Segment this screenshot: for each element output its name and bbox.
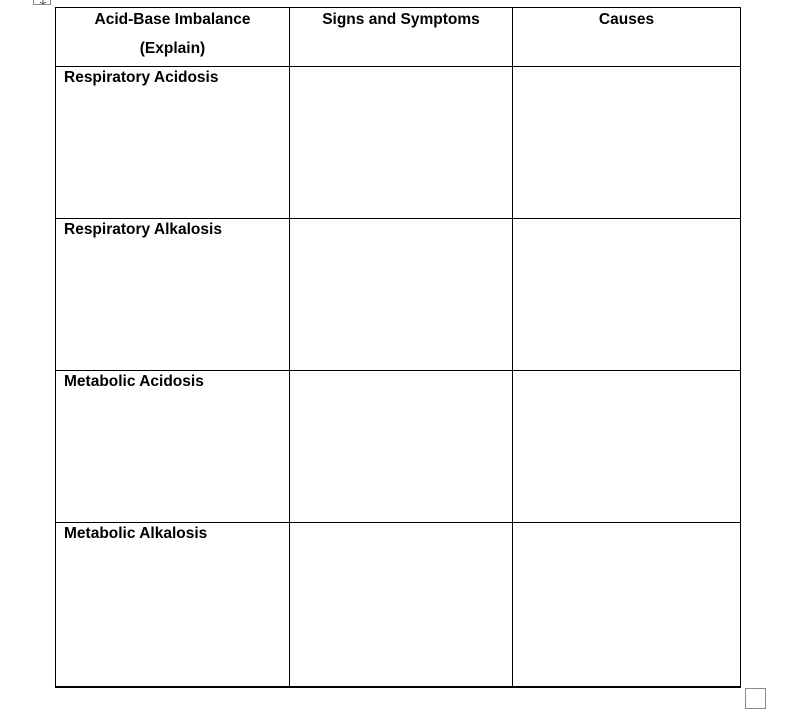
- imbalance-cell[interactable]: [56, 523, 290, 688]
- acid-base-table-container: [55, 7, 741, 688]
- header-cell-causes[interactable]: [513, 8, 741, 67]
- table-move-handle[interactable]: [33, 0, 51, 5]
- header-signs-label: Signs and Symptoms: [322, 11, 480, 28]
- imbalance-label: Respiratory Alkalosis: [64, 221, 222, 238]
- signs-cell[interactable]: [290, 523, 513, 688]
- imbalance-cell[interactable]: [56, 67, 290, 219]
- signs-cell[interactable]: [290, 219, 513, 371]
- imbalance-cell[interactable]: [56, 371, 290, 523]
- header-causes-label: Causes: [598, 11, 655, 28]
- table-row: [56, 523, 741, 688]
- header-explain-label: (Explain): [139, 40, 206, 57]
- table-row: [56, 219, 741, 371]
- causes-cell[interactable]: [513, 523, 741, 688]
- table-resize-handle[interactable]: [745, 688, 766, 709]
- signs-cell[interactable]: [290, 67, 513, 219]
- imbalance-label: Metabolic Acidosis: [64, 373, 204, 390]
- header-cell-imbalance[interactable]: [56, 8, 290, 67]
- causes-cell[interactable]: [513, 219, 741, 371]
- header-cell-signs[interactable]: [290, 8, 513, 67]
- table-row: [56, 371, 741, 523]
- acid-base-table: [55, 7, 741, 688]
- causes-cell[interactable]: [513, 371, 741, 523]
- causes-cell[interactable]: [513, 67, 741, 219]
- imbalance-label: Metabolic Alkalosis: [64, 525, 208, 542]
- header-imbalance-label: Acid-Base Imbalance: [94, 11, 251, 28]
- imbalance-cell[interactable]: [56, 219, 290, 371]
- move-arrows-icon: [39, 0, 47, 4]
- imbalance-label: Respiratory Acidosis: [64, 69, 219, 86]
- signs-cell[interactable]: [290, 371, 513, 523]
- table-row: [56, 67, 741, 219]
- table-header-row: [56, 8, 741, 67]
